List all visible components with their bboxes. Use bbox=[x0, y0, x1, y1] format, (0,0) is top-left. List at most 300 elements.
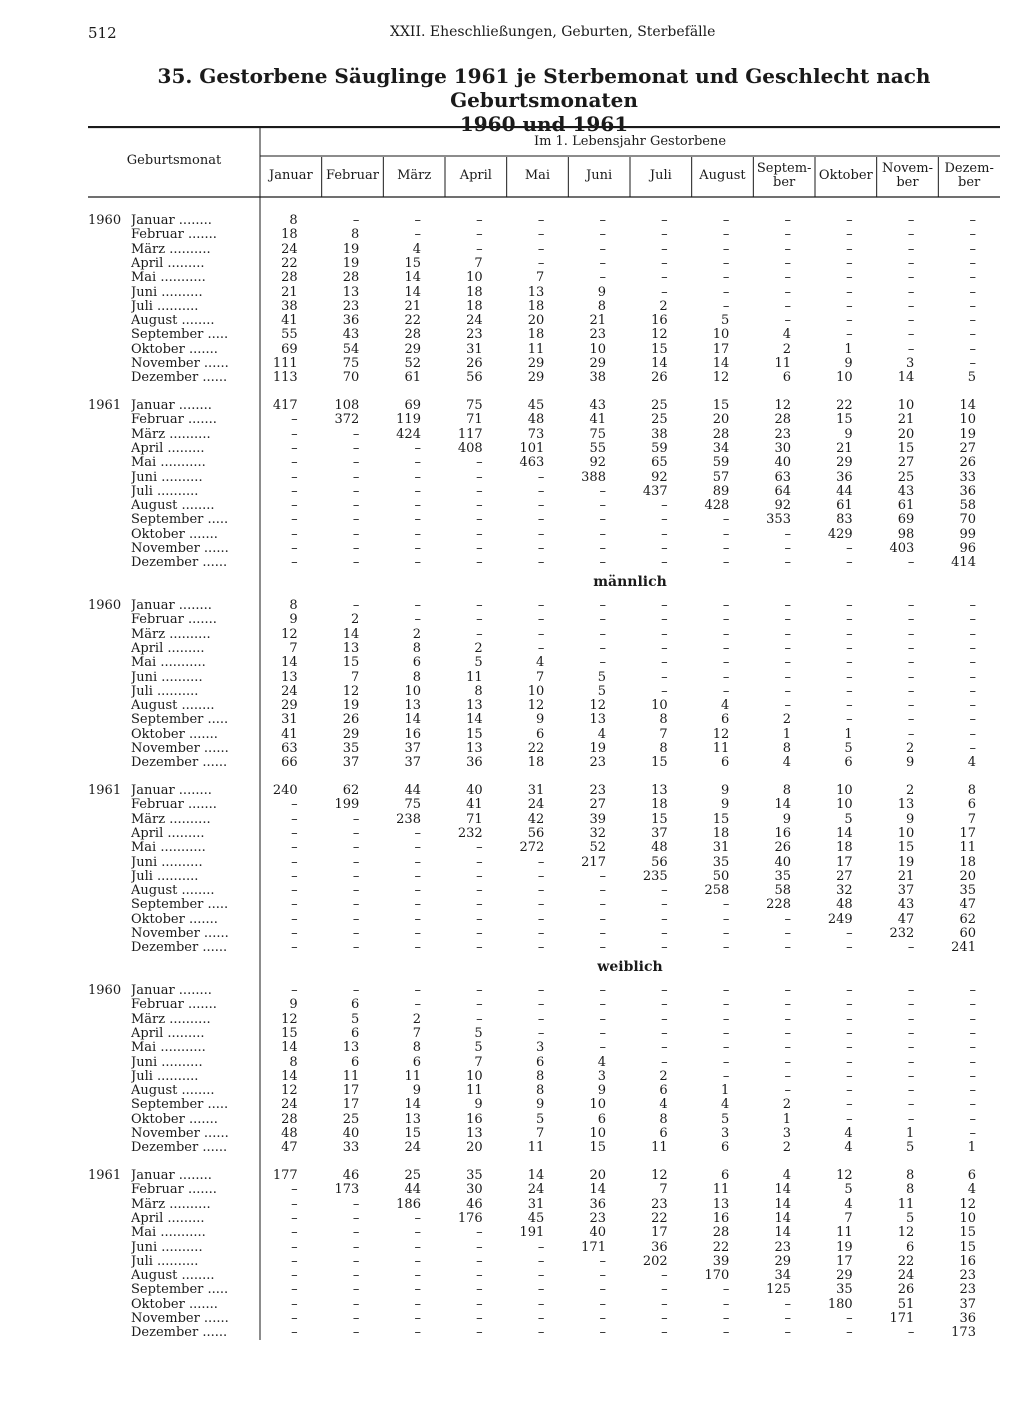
table-cell: – bbox=[352, 926, 360, 941]
table-cell: – bbox=[352, 455, 360, 471]
table-cell: 424 bbox=[396, 426, 421, 442]
table-cell: 17 bbox=[959, 825, 976, 841]
row-label: Dezember ...... bbox=[131, 371, 228, 386]
table-cell: – bbox=[661, 940, 668, 956]
table-cell: 62 bbox=[342, 783, 360, 798]
table-cell: 12 bbox=[281, 626, 298, 642]
table-cell: – bbox=[846, 1111, 853, 1127]
table-cell: 52 bbox=[589, 840, 606, 856]
row-label: März .......... bbox=[131, 812, 211, 827]
table-cell: – bbox=[291, 455, 298, 471]
table-cell: 39 bbox=[589, 811, 606, 827]
table-cell: – bbox=[291, 1268, 298, 1284]
table-cell: 13 bbox=[589, 712, 606, 728]
table-cell: 4 bbox=[721, 698, 730, 714]
row-label: Juli .......... bbox=[131, 869, 199, 884]
year-label: 1960 bbox=[88, 983, 122, 998]
table-cell: – bbox=[291, 1296, 298, 1312]
table-cell: – bbox=[969, 356, 976, 371]
table-cell: 5 bbox=[721, 313, 730, 329]
table-cell: 75 bbox=[404, 797, 421, 813]
table-cell: 177 bbox=[272, 1168, 298, 1183]
table-cell: – bbox=[599, 512, 606, 528]
table-cell: – bbox=[352, 1239, 360, 1255]
table-cell: 20 bbox=[589, 1168, 606, 1183]
table-cell: – bbox=[599, 983, 606, 998]
table-cell: – bbox=[722, 541, 730, 556]
table-cell: 2 bbox=[474, 640, 483, 656]
table-cell: 5 bbox=[597, 683, 606, 699]
table-cell: – bbox=[352, 426, 360, 442]
row-label: März .......... bbox=[131, 427, 211, 442]
table-cell: – bbox=[846, 213, 853, 228]
table-cell: 23 bbox=[959, 1282, 976, 1298]
table-cell: – bbox=[907, 940, 915, 956]
table-cell: – bbox=[476, 498, 483, 514]
table-cell: – bbox=[661, 669, 668, 685]
table-cell: 48 bbox=[527, 412, 545, 428]
table-cell: 13 bbox=[466, 1126, 483, 1141]
table-cell: – bbox=[722, 284, 730, 300]
table-cell: 14 bbox=[281, 1068, 298, 1084]
table-cell: 1 bbox=[844, 341, 853, 357]
row-label: November ...... bbox=[131, 1127, 229, 1141]
table-cell: – bbox=[414, 997, 421, 1013]
table-cell: 5 bbox=[906, 1140, 915, 1156]
table-cell: – bbox=[352, 1282, 360, 1298]
table-cell: – bbox=[661, 241, 668, 257]
table-cell: 56 bbox=[651, 854, 668, 870]
table-cell: 63 bbox=[281, 741, 298, 756]
table-cell: 22 bbox=[836, 398, 853, 413]
table-cell: – bbox=[784, 683, 791, 699]
table-cell: – bbox=[291, 1225, 298, 1241]
table-cell: – bbox=[476, 241, 483, 257]
table-cell: 4 bbox=[782, 1168, 791, 1183]
table-cell: 9 bbox=[597, 1083, 606, 1099]
table-cell: 15 bbox=[466, 726, 483, 742]
table-cell: 6 bbox=[412, 655, 421, 671]
table-cell: – bbox=[969, 241, 976, 257]
table-cell: 28 bbox=[281, 270, 298, 286]
row-label: Mai ........... bbox=[131, 1226, 206, 1241]
table-cell: 5 bbox=[721, 1111, 730, 1127]
table-cell: – bbox=[352, 1210, 360, 1226]
table-cell: – bbox=[291, 555, 298, 571]
year-label: 1961 bbox=[88, 1168, 122, 1183]
table-cell: 2 bbox=[351, 612, 360, 628]
table-cell: – bbox=[722, 1282, 730, 1298]
row-label: Mai ........... bbox=[131, 1041, 206, 1056]
table-cell: 92 bbox=[589, 455, 606, 471]
table-cell: – bbox=[414, 512, 421, 528]
table-cell: 25 bbox=[651, 398, 668, 413]
table-cell: – bbox=[291, 469, 298, 485]
table-cell: – bbox=[907, 1083, 915, 1099]
table-cell: – bbox=[846, 1011, 853, 1027]
table-cell: 23 bbox=[342, 298, 360, 314]
table-cell: – bbox=[846, 298, 853, 314]
table-cell: – bbox=[846, 940, 853, 956]
table-cell: 55 bbox=[589, 440, 606, 456]
table-cell: 22 bbox=[527, 741, 545, 756]
table-cell: 13 bbox=[404, 1111, 421, 1127]
table-cell: 5 bbox=[474, 1025, 483, 1041]
table-cell: – bbox=[969, 726, 976, 742]
table-cell: 31 bbox=[712, 840, 730, 856]
table-cell: – bbox=[969, 683, 976, 699]
table-cell: – bbox=[291, 483, 298, 499]
table-cell: – bbox=[291, 854, 298, 870]
table-cell: 25 bbox=[342, 1111, 360, 1127]
table-cell: – bbox=[969, 983, 976, 998]
table-cell: 353 bbox=[766, 512, 791, 528]
table-cell: – bbox=[476, 940, 483, 956]
table-cell: 23 bbox=[466, 327, 483, 343]
table-cell: – bbox=[969, 612, 976, 628]
table-cell: 51 bbox=[897, 1296, 915, 1312]
table-cell: – bbox=[352, 1296, 360, 1312]
table-cell: 42 bbox=[527, 811, 545, 827]
table-cell: – bbox=[291, 868, 298, 884]
table-cell: 2 bbox=[782, 712, 791, 728]
table-cell: – bbox=[907, 213, 915, 228]
table-cell: – bbox=[291, 1210, 298, 1226]
table-cell: – bbox=[537, 213, 545, 228]
table-cell: 24 bbox=[466, 313, 483, 329]
table-cell: – bbox=[722, 255, 730, 271]
table-cell: – bbox=[661, 1282, 668, 1298]
column-header-line: ber bbox=[773, 175, 796, 190]
table-cell: 6 bbox=[659, 1083, 668, 1099]
table-cell: 29 bbox=[836, 455, 853, 471]
table-cell: 40 bbox=[466, 783, 483, 798]
table-cell: – bbox=[352, 598, 360, 613]
table-cell: – bbox=[846, 612, 853, 628]
table-cell: 170 bbox=[704, 1268, 730, 1284]
table-cell: – bbox=[722, 227, 730, 243]
table-cell: 30 bbox=[466, 1182, 483, 1198]
table-cell: 2 bbox=[906, 741, 915, 756]
table-cell: 29 bbox=[342, 726, 360, 742]
table-cell: – bbox=[907, 698, 915, 714]
table-cell: 14 bbox=[897, 370, 915, 386]
table-cell: 173 bbox=[951, 1325, 976, 1341]
table-cell: 27 bbox=[836, 868, 853, 884]
table-cell: 6 bbox=[721, 1168, 730, 1183]
table-cell: 13 bbox=[466, 741, 483, 756]
column-header-line: ber bbox=[958, 175, 981, 190]
table-cell: 30 bbox=[774, 440, 791, 456]
table-cell: – bbox=[722, 1025, 730, 1041]
table-cell: – bbox=[414, 555, 421, 571]
table-cell: 228 bbox=[766, 897, 791, 913]
table-cell: 29 bbox=[527, 356, 545, 371]
statistics-table bbox=[88, 126, 1000, 1340]
table-cell: 10 bbox=[466, 270, 483, 286]
table-cell: 24 bbox=[281, 1097, 298, 1113]
table-cell: – bbox=[414, 825, 421, 841]
table-cell: 428 bbox=[704, 498, 730, 514]
table-cell: 32 bbox=[836, 883, 853, 899]
table-cell: – bbox=[969, 284, 976, 300]
table-cell: 202 bbox=[642, 1253, 668, 1269]
table-cell: 238 bbox=[396, 811, 421, 827]
table-cell: – bbox=[476, 1253, 483, 1269]
table-cell: – bbox=[476, 1296, 483, 1312]
table-cell: 48 bbox=[651, 840, 668, 856]
table-cell: 29 bbox=[281, 698, 298, 714]
table-cell: 417 bbox=[272, 398, 298, 413]
table-cell: 10 bbox=[959, 412, 976, 428]
table-cell: 17 bbox=[342, 1097, 360, 1113]
row-label: Juli .......... bbox=[131, 684, 199, 699]
table-cell: 10 bbox=[897, 825, 915, 841]
table-cell: – bbox=[599, 498, 606, 514]
column-header bbox=[753, 162, 815, 190]
column-header bbox=[260, 169, 322, 183]
table-cell: 23 bbox=[589, 755, 606, 771]
table-cell: 40 bbox=[774, 455, 791, 471]
table-cell: – bbox=[414, 1311, 421, 1326]
table-cell: 14 bbox=[404, 712, 421, 728]
table-cell: – bbox=[846, 327, 853, 343]
table-cell: – bbox=[414, 227, 421, 243]
row-label: Januar ........ bbox=[131, 984, 212, 998]
table-cell: – bbox=[907, 598, 915, 613]
table-cell: 12 bbox=[281, 1011, 298, 1027]
table-cell: 8 bbox=[782, 783, 791, 798]
table-cell: 14 bbox=[712, 356, 730, 371]
table-cell: 11 bbox=[342, 1068, 360, 1084]
column-header-line: Mai bbox=[524, 168, 551, 183]
column-header bbox=[938, 162, 1000, 190]
table-cell: 59 bbox=[651, 440, 668, 456]
table-cell: 8 bbox=[412, 640, 421, 656]
table-cell: 12 bbox=[712, 726, 730, 742]
table-cell: – bbox=[599, 655, 606, 671]
table-cell: 9 bbox=[289, 997, 298, 1013]
table-cell: – bbox=[291, 1311, 298, 1326]
table-cell: 12 bbox=[712, 370, 730, 386]
table-cell: – bbox=[722, 1011, 730, 1027]
table-cell: – bbox=[969, 655, 976, 671]
table-cell: 40 bbox=[774, 854, 791, 870]
table-cell: 22 bbox=[404, 313, 421, 329]
table-cell: – bbox=[599, 270, 606, 286]
table-cell: 41 bbox=[281, 726, 298, 742]
table-cell: – bbox=[661, 683, 668, 699]
table-cell: 41 bbox=[589, 412, 606, 428]
table-cell: – bbox=[846, 626, 853, 642]
table-cell: 10 bbox=[466, 1068, 483, 1084]
table-cell: – bbox=[969, 298, 976, 314]
table-cell: 18 bbox=[651, 797, 668, 813]
row-label: Januar ........ bbox=[131, 784, 212, 798]
table-cell: 28 bbox=[712, 1225, 730, 1241]
table-cell: – bbox=[537, 1282, 545, 1298]
table-cell: 31 bbox=[281, 712, 298, 728]
table-cell: 5 bbox=[906, 1210, 915, 1226]
table-cell: 19 bbox=[589, 741, 606, 756]
table-cell: 8 bbox=[536, 1068, 545, 1084]
table-cell: – bbox=[476, 526, 483, 542]
table-cell: 15 bbox=[897, 840, 915, 856]
table-cell: – bbox=[414, 498, 421, 514]
table-cell: 4 bbox=[844, 1196, 853, 1212]
table-cell: 14 bbox=[774, 797, 791, 813]
table-cell: – bbox=[784, 598, 791, 613]
table-cell: – bbox=[846, 698, 853, 714]
table-cell: – bbox=[846, 313, 853, 329]
row-label: Januar ........ bbox=[131, 214, 212, 228]
table-cell: 6 bbox=[351, 1025, 360, 1041]
table-cell: 11 bbox=[774, 356, 791, 371]
table-cell: – bbox=[476, 455, 483, 471]
table-cell: 2 bbox=[906, 783, 915, 798]
row-label: Mai ........... bbox=[131, 271, 206, 286]
table-cell: – bbox=[661, 997, 668, 1013]
table-cell: – bbox=[846, 669, 853, 685]
table-cell: – bbox=[352, 512, 360, 528]
table-cell: 8 bbox=[412, 1040, 421, 1056]
table-cell: – bbox=[661, 255, 668, 271]
table-cell: 6 bbox=[536, 726, 545, 742]
table-cell: 9 bbox=[536, 1097, 545, 1113]
table-cell: 111 bbox=[272, 356, 298, 371]
table-cell: 14 bbox=[959, 398, 976, 413]
table-cell: 12 bbox=[281, 1083, 298, 1099]
column-header bbox=[445, 169, 507, 183]
table-cell: – bbox=[969, 270, 976, 286]
table-cell: 37 bbox=[897, 883, 915, 899]
table-cell: 37 bbox=[651, 825, 668, 841]
table-cell: – bbox=[969, 313, 976, 329]
table-cell: 25 bbox=[897, 469, 915, 485]
table-cell: – bbox=[352, 840, 360, 856]
table-cell: 414 bbox=[951, 555, 976, 571]
table-cell: – bbox=[537, 883, 545, 899]
table-cell: 15 bbox=[651, 811, 668, 827]
table-cell: – bbox=[352, 1253, 360, 1269]
table-cell: – bbox=[722, 526, 730, 542]
table-cell: – bbox=[661, 270, 668, 286]
table-cell: 12 bbox=[774, 398, 791, 413]
table-cell: – bbox=[414, 926, 421, 941]
table-cell: – bbox=[414, 213, 421, 228]
table-cell: 20 bbox=[712, 412, 730, 428]
table-cell: – bbox=[784, 669, 791, 685]
row-label: Januar ........ bbox=[131, 399, 212, 413]
table-cell: 41 bbox=[466, 797, 483, 813]
table-cell: – bbox=[414, 1268, 421, 1284]
table-cell: 5 bbox=[967, 370, 976, 386]
table-cell: 37 bbox=[959, 1296, 976, 1312]
section-title: weiblich bbox=[597, 959, 663, 975]
row-label: April ......... bbox=[131, 1211, 205, 1226]
row-label: September ..... bbox=[131, 1098, 229, 1113]
table-cell: – bbox=[846, 555, 853, 571]
table-cell: 29 bbox=[404, 341, 421, 357]
table-cell: – bbox=[784, 1296, 791, 1312]
table-cell: – bbox=[661, 1011, 668, 1027]
table-cell: 180 bbox=[827, 1296, 853, 1312]
table-cell: 3 bbox=[536, 1040, 545, 1056]
table-cell: 21 bbox=[897, 412, 915, 428]
table-cell: – bbox=[476, 1225, 483, 1241]
row-label: Februar ....... bbox=[131, 798, 217, 813]
table-cell: 119 bbox=[396, 412, 421, 428]
table-cell: 11 bbox=[836, 1225, 853, 1241]
row-label: Juli .......... bbox=[131, 1254, 199, 1269]
table-cell: 241 bbox=[951, 940, 976, 956]
table-cell: 372 bbox=[334, 412, 360, 428]
table-cell: 14 bbox=[651, 356, 668, 371]
table-cell: – bbox=[352, 1225, 360, 1241]
table-cell: – bbox=[291, 498, 298, 514]
table-cell: – bbox=[599, 1040, 606, 1056]
table-cell: 6 bbox=[721, 1140, 730, 1156]
table-cell: 8 bbox=[412, 669, 421, 685]
row-label: Juni .......... bbox=[131, 670, 203, 685]
table-cell: 59 bbox=[712, 455, 730, 471]
table-cell: 7 bbox=[536, 270, 545, 286]
table-cell: – bbox=[537, 926, 545, 941]
column-header-line: Novem- bbox=[882, 161, 933, 176]
table-cell: – bbox=[661, 1325, 668, 1341]
table-cell: 6 bbox=[597, 1111, 606, 1127]
table-cell: – bbox=[476, 227, 483, 243]
table-cell: – bbox=[599, 526, 606, 542]
table-cell: 4 bbox=[782, 327, 791, 343]
table-cell: – bbox=[537, 1253, 545, 1269]
table-cell: – bbox=[907, 1111, 915, 1127]
table-cell: 18 bbox=[527, 755, 545, 771]
table-cell: – bbox=[414, 455, 421, 471]
table-cell: 48 bbox=[281, 1126, 298, 1141]
table-cell: – bbox=[537, 1011, 545, 1027]
column-header-line: Dezem- bbox=[944, 161, 994, 176]
table-cell: 13 bbox=[466, 698, 483, 714]
year-label: 1960 bbox=[88, 598, 122, 613]
table-cell: – bbox=[599, 612, 606, 628]
table-cell: – bbox=[599, 897, 606, 913]
table-cell: – bbox=[291, 840, 298, 856]
table-cell: 20 bbox=[897, 426, 915, 442]
table-cell: 61 bbox=[404, 370, 421, 386]
table-cell: – bbox=[969, 1111, 976, 1127]
table-cell: 10 bbox=[589, 341, 606, 357]
table-cell: – bbox=[537, 598, 545, 613]
row-label: April ......... bbox=[131, 826, 205, 841]
table-cell: – bbox=[599, 940, 606, 956]
row-label: Oktober ....... bbox=[131, 727, 218, 742]
table-cell: – bbox=[722, 1325, 730, 1341]
table-cell: – bbox=[414, 1296, 421, 1312]
table-cell: – bbox=[969, 640, 976, 656]
row-label: November ...... bbox=[131, 742, 229, 756]
table-cell: 7 bbox=[412, 1025, 421, 1041]
table-cell: – bbox=[846, 926, 853, 941]
table-cell: 21 bbox=[897, 868, 915, 884]
table-cell: – bbox=[722, 213, 730, 228]
table-cell: 3 bbox=[906, 356, 915, 371]
table-cell: – bbox=[599, 1282, 606, 1298]
table-cell: 36 bbox=[836, 469, 853, 485]
table-cell: – bbox=[599, 555, 606, 571]
table-cell: – bbox=[784, 213, 791, 228]
table-cell: 71 bbox=[466, 811, 483, 827]
